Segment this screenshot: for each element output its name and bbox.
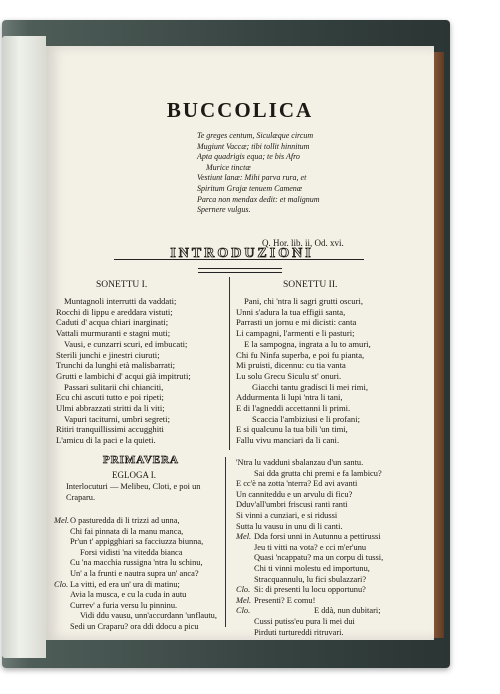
verse-line: Chi fu Ninfa superba, e poi fu pianta,: [236, 349, 365, 360]
dialog-line: Chi ti vinni molestu ed importunu,: [254, 563, 370, 573]
verse-line: Ulmi abbrazzati stritti da li viti;: [56, 403, 165, 414]
verse-line: Fallu vivu manciari da li cani.: [236, 435, 340, 446]
epigraph-line: Parca non mendax dedit: et malignum: [197, 194, 320, 204]
speaker-label: Clo.: [54, 579, 69, 589]
verse-line: E si qualcunu la tua bili 'un timi,: [236, 424, 348, 435]
dialog-line: Currev' a furia versu lu pinninu.: [70, 600, 178, 610]
verse-line: Lu solu Grecu Siculu st' onuri.: [236, 370, 342, 381]
dialog-line: Cu 'na macchia russigna 'ntra lu schinu,: [70, 558, 203, 568]
dialog-line: [54, 516, 224, 527]
dialog-line: Un' a la frunti e nautra supra un' anca?: [70, 568, 199, 578]
egloga-heading: EGLOGA I.: [112, 470, 156, 480]
verse-line: Vattali murmuranti e stagni muti;: [56, 328, 171, 339]
section-heading-primavera: PRIMAVERA: [102, 454, 180, 466]
dialog-line: [236, 596, 431, 607]
verse-line: Passari sulitarii chi chianciti,: [64, 381, 164, 392]
speaker-label: Mel.: [54, 516, 70, 525]
dialog-line: Chi fai pinnata di la manu manca,: [70, 526, 184, 536]
verse-line: Trunchi da lunghi età malisbarrati;: [56, 360, 176, 371]
divider-double-rule: [198, 268, 282, 273]
dialog-line: Vidi ddu vausu, unn'accurdann 'unflautu,: [80, 611, 217, 621]
epigraph-line: Mugiunt Vaccæ; tibi tollit hinnitum: [197, 141, 310, 151]
interlocutori-note: Interlocuturi — Melibeu, Cloti, e poi un Craparu.: [66, 482, 201, 502]
epigraph-line: Te greges centum, Siculæque circum: [197, 131, 314, 140]
speaker-label: Clo.: [236, 585, 251, 595]
section-heading-introduzioni: INTRODUZIONI: [170, 246, 314, 261]
speaker-label: Mel.: [236, 595, 252, 605]
column-divider: [225, 457, 226, 627]
dialog-line: Pr'un t' appigghiari sa facciuzza biunna,: [70, 537, 204, 547]
dialog-line: Si vinni a cunziari, e si ridussi: [236, 510, 338, 520]
verse-line: Vausi, e cunzarri scuri, ed imbucati;: [64, 338, 188, 349]
verse-line: E la sampogna, ingrata a lu to amuri,: [244, 338, 371, 349]
sonnet-2-heading: SONETTU II.: [283, 280, 338, 290]
dialog-line: [236, 606, 431, 617]
verse-line: E di l'agneddi accettanni li primi.: [236, 403, 351, 414]
book-spine: [2, 36, 46, 658]
verse-line: Grutti e lambichi d' acqui già impitruti;: [56, 370, 191, 381]
dialog-line: 'Ntra lu vadduni sbalanzau d'un santu.: [236, 458, 364, 467]
verse-line: Pani, chi 'ntra li sagri grutti oscuri,: [244, 296, 363, 306]
book-page: [46, 46, 434, 640]
dialog-line: Un canniteddu e un arvulu di ficu?: [236, 489, 353, 499]
dialog-line: Jeu ti vitti na vota? e cci m'er'unu: [254, 542, 367, 552]
speaker-label: Mel.: [236, 532, 252, 542]
dialog-line: Quasi 'ncappatu? ma un corpu di tussi,: [254, 553, 384, 563]
dialog-line: Pirduti turtureddi ritruvari.: [254, 627, 344, 637]
dialog-line: Cussi putiss'eu pura li mei dui: [254, 616, 355, 626]
sonnet-1-text: [56, 296, 191, 446]
eclogue-dialog-right: [236, 458, 431, 638]
dialog-text: E ddà, nun dubitari;: [314, 606, 381, 616]
verse-line: Muntagnoli interrutti da vaddati;: [64, 296, 177, 306]
column-divider: [229, 277, 230, 450]
dialog-line: Avia la musca, e cu la cuda in autu: [70, 590, 187, 600]
dialog-line: Dduv'all'umbri friscusi ranti ranti: [236, 500, 348, 510]
dialog-text: O pasturedda di li trizzi ad unna,: [70, 516, 180, 525]
dialog-line: [54, 580, 224, 591]
speaker-label: Clo.: [236, 606, 251, 616]
dialog-text: Presenti? E comu!: [254, 595, 316, 605]
epigraph-line: Murice tinctæ: [206, 162, 251, 172]
verse-line: Li campagni, l'armenti e li pasturi;: [236, 328, 355, 339]
verse-line: Unni s'adura la tua effigii santa,: [236, 306, 346, 317]
verse-line: Rocchi di lippu e areddara vistuti;: [56, 306, 173, 317]
verse-line: Giacchi tantu gradisci li mei rimi,: [252, 381, 368, 392]
dialog-line: Sutta lu vausu in unu di li canti.: [236, 521, 343, 531]
verse-line: Ecu chi ascuti tutto e poi ripeti;: [56, 392, 164, 403]
eclogue-dialog-left: [54, 516, 224, 633]
verse-line: Caduti d' acqua chiari inarginati;: [56, 317, 169, 328]
dialog-text: Dda forsi unni in Autunnu a pettirussi: [254, 532, 381, 542]
dialog-line: [236, 532, 431, 543]
epigraph-line: Vestiunt lanæ: Mihi parva rura, et: [197, 173, 307, 183]
verse-line: Addurmenta li lupi 'ntra li tani,: [236, 392, 343, 403]
sonnet-1-heading: SONETTU I.: [96, 280, 148, 290]
dialog-line: [236, 585, 431, 596]
sonnet-2-text: [236, 296, 371, 446]
dialog-text: La vitti, ed era un' ura di matinu;: [70, 579, 180, 589]
dialog-line: E cc'è na zotta 'nterra? Ed avi avanti: [236, 479, 358, 489]
verse-line: Parrasti un jornu e mi dicisti: canta: [236, 317, 357, 328]
verse-line: Sterili junchi e jinestri ciuruti;: [56, 349, 160, 360]
epigraph-line: Apta quadrigis equa; te bis Afro: [197, 152, 300, 162]
epigraph: [197, 131, 427, 216]
dialog-line: Sai dda grutta chi premi e fa lambicu?: [254, 468, 382, 478]
verse-line: Vapuri taciturni, umbri segreti;: [64, 413, 170, 424]
epigraph-line: Spiritum Grajæ tenuem Camenæ: [197, 183, 303, 193]
verse-line: Ritiri tranquillissimi accugghiti: [56, 424, 164, 435]
dialog-line: Stracquannulu, lu fici sbulazzari?: [254, 574, 367, 584]
verse-line: Mi pruisti, dicennu: cu tia vanta: [236, 360, 346, 371]
dialog-line: Sedi un Craparu? ora ddi ddocu a picu: [70, 621, 199, 631]
verse-line: L'amicu di la paci e la quieti.: [56, 435, 156, 446]
dialog-line: Forsi vidisti 'na vitedda bianca: [80, 547, 183, 557]
verse-line: Scaccia l'ambiziusi e li profani;: [252, 413, 360, 424]
dialog-text: Si: di presenti lu locu opportunu?: [254, 585, 366, 595]
epigraph-line: Spernere vulgus.: [197, 205, 251, 215]
page-title: BUCCOLICA: [166, 98, 314, 122]
epigraph-citation: Q. Hor. lib. ii, Od. xvi.: [262, 238, 344, 248]
